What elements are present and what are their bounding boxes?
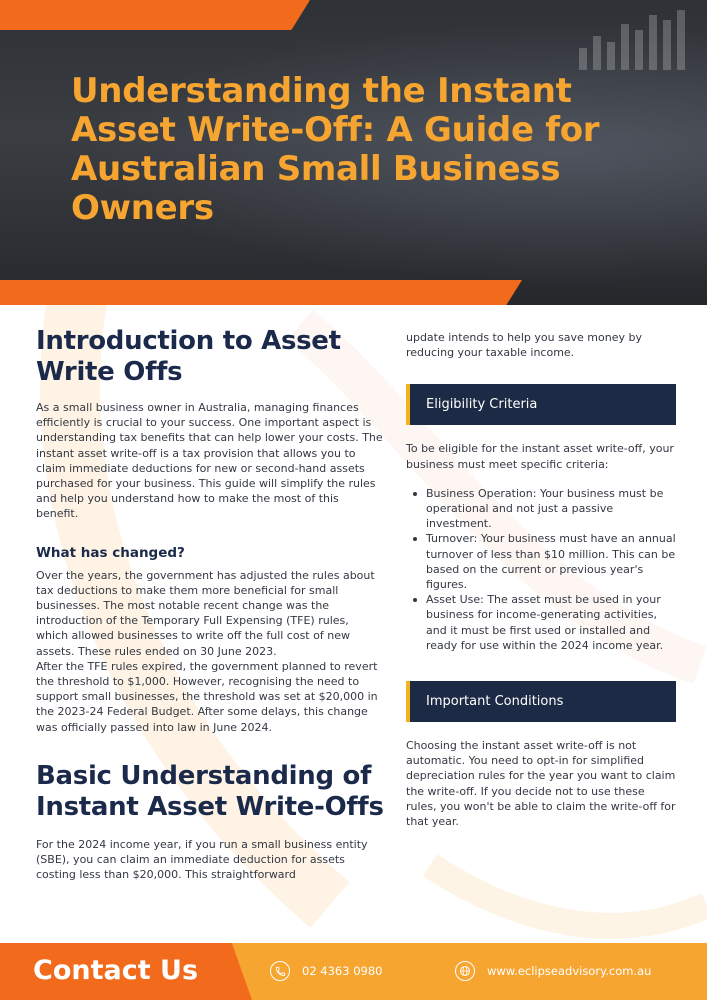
hero-chart-decoration [579, 10, 689, 70]
eligibility-list [406, 486, 676, 653]
changed-heading: What has changed? [36, 544, 185, 561]
basic-paragraph-continued: update intends to help you save money by reducing your taxable income. [406, 331, 642, 360]
website-url: www.eclipseadvisory.com.au [487, 964, 652, 978]
eligibility-callout [406, 384, 676, 425]
website-link[interactable] [455, 961, 651, 981]
basic-paragraph: For the 2024 income year, if you run a small business entity (SBE), you can claim an immediate deduction for assets costing less than $20,000. This straightforward [36, 837, 368, 882]
hero-top-accent-bar [0, 0, 310, 30]
changed-paragraph-1: Over the years, the government has adjusted the rules about tax deductions to make them more beneficial for small businesses. The most notable recent change was the introduction of the Temporary Full Expensing (TFE) rules, which allowed businesses to write off the full cost of new assets. These rules ended on 30 June 2023. [36, 568, 375, 658]
list-item: Business Operation: Your business must be operational and not just a passive investment. [406, 486, 676, 532]
globe-icon [455, 961, 475, 981]
left-column [36, 326, 384, 882]
basic-heading: Basic Understanding of Instant Asset Write-Offs [36, 760, 384, 822]
right-column [406, 330, 676, 829]
phone-icon [270, 961, 290, 981]
hero-bottom-accent-bar [0, 280, 522, 305]
hero-banner [0, 0, 707, 305]
changed-paragraph-2: After the TFE rules expired, the government planned to revert the threshold to $1,000. However, recognising the need to support small businesses, the threshold was set at $20,000 in the 2023-24 Federal Budget. After some delays, this change was officially passed into law in June 2024. [36, 659, 378, 734]
conditions-callout [406, 681, 676, 722]
footer [0, 943, 707, 1000]
eligibility-heading: Eligibility Criteria [426, 397, 538, 413]
contact-title: Contact Us [33, 955, 199, 986]
phone-number: 02 4363 0980 [302, 964, 383, 978]
phone-contact[interactable] [270, 961, 382, 981]
list-item: Turnover: Your business must have an annual turnover of less than $10 million. This can be based on the current or previous year's figures. [406, 531, 676, 592]
list-item: Asset Use: The asset must be used in your business for income-generating activities, and it must be first used or installed and ready for use within the 2024 income year. [406, 592, 676, 653]
page-title: Understanding the Instant Asset Write-Off: A Guide for Australian Small Business Owners [71, 71, 600, 228]
intro-paragraph: As a small business owner in Australia, managing finances efficiently is crucial to your success. One important aspect is understanding tax benefits that can help lower your costs. The instant asset write-off is a tax provision that allows you to claim immediate deductions for new or second-hand assets purchased for your business. This guide will simplify the rules and help you understand how to make the most of this benefit. [36, 401, 383, 521]
eligibility-intro: To be eligible for the instant asset write-off, your business must meet specific criteria: [406, 442, 674, 471]
conditions-heading: Important Conditions [426, 694, 564, 710]
intro-heading: Introduction to Asset Write Offs [36, 326, 341, 387]
conditions-paragraph: Choosing the instant asset write-off is not automatic. You need to opt-in for simplified depreciation rules for the year you want to claim the write-off. If you decide not to use these rules, you won't be able to claim the write-off for that year. [406, 739, 676, 829]
